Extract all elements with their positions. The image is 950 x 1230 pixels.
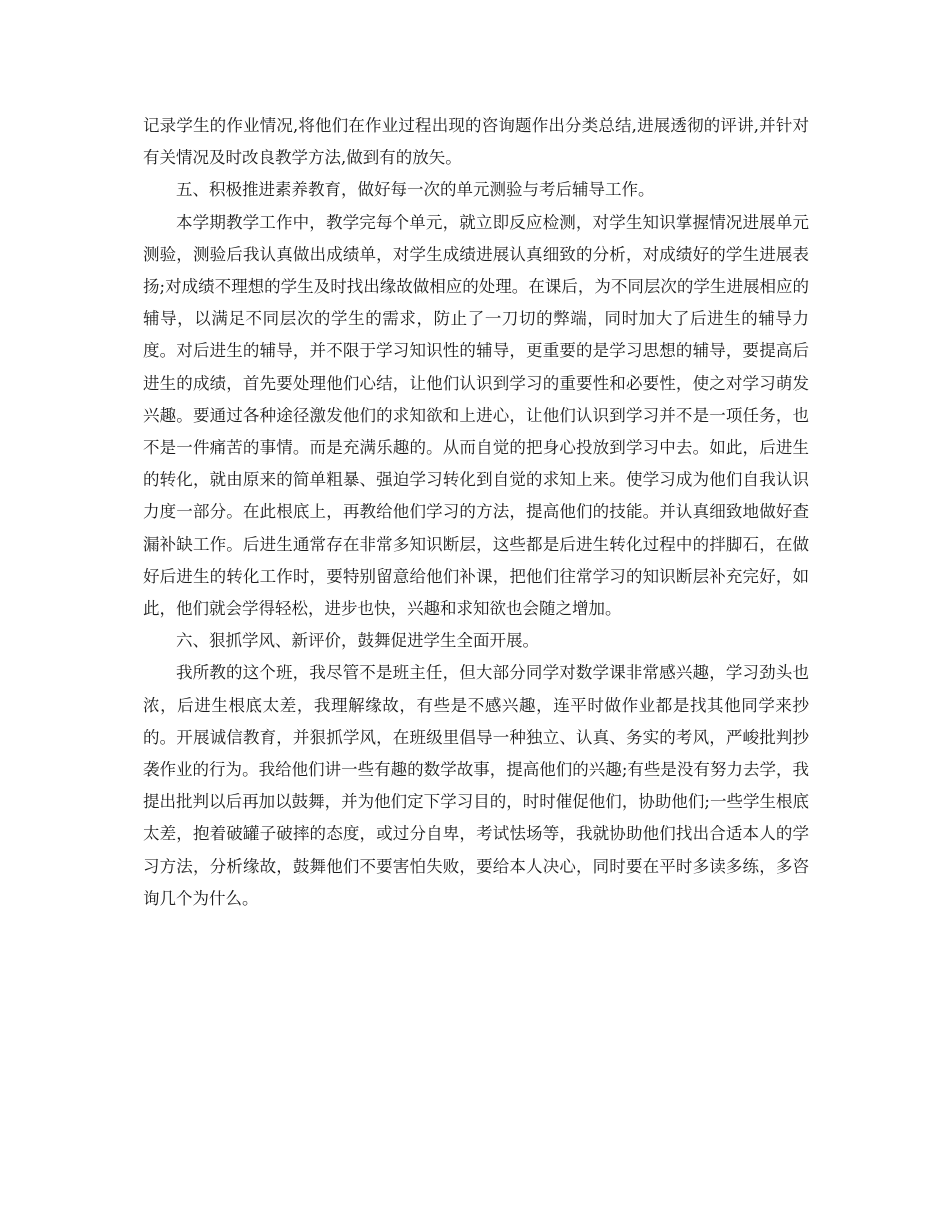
paragraph-study-habits: 我所教的这个班，我尽管不是班主任，但大部分同学对数学课非常感兴趣，学习劲头也浓，后进生根底太差，我理解缘故，有些是不感兴趣，连平时做作业都是找其他同学来抄的。开展诚信教育，并狠抓学风，在班级里倡导一种独立、认真、务实的考风，严峻批判抄袭作业的行为。我给他们讲一些有趣的数学故事，提高他们的兴趣;有些是没有努力去学，我提出批判以后再加以鼓舞，并为他们定下学习目的，时时催促他们，协助他们;一些学生根底太差，抱着破罐子破摔的态度，或过分自卑，考试怯场等，我就协助他们找出合适本人的学习方法，分析缘故，鼓舞他们不要害怕失败，要给本人决心，同时要在平时多读多练，多咨询几个为什么。 [143, 663, 809, 908]
paragraph-homework-review: 记录学生的作业情况,将他们在作业过程出现的咨询题作出分类总结,进展透彻的评讲,并针对有关情况及时改良教学方法,做到有的放矢。 [143, 116, 809, 168]
section-heading-five: 五、积极推进素养教育，做好每一次的单元测验与考后辅导工作。 [176, 180, 655, 200]
document-page [143, 110, 809, 915]
section-heading-six: 六、狠抓学风、新评价，鼓舞促进学生全面开展。 [176, 631, 539, 651]
paragraph-unit-tests: 本学期教学工作中，教学完每个单元，就立即反应检测，对学生知识掌握情况进展单元测验，测验后我认真做出成绩单，对学生成绩进展认真细致的分析，对成绩好的学生进展表扬;对成绩不理想的学生及时找出缘故做相应的处理。在课后，为不同层次的学生进展相应的辅导，以满足不同层次的学生的需求，防止了一刀切的弊端，同时加大了后进生的辅导力度。对后进生的辅导，并不限于学习知识性的辅导，更重要的是学习思想的辅导，要提高后进生的成绩，首先要处理他们心结，让他们认识到学习的重要性和必要性，使之对学习萌发兴趣。要通过各种途径激发他们的求知欲和上进心，让他们认识到学习并不是一项任务，也不是一件痛苦的事情。而是充满乐趣的。从而自觉的把身心投放到学习中去。如此，后进生的转化，就由原来的简单粗暴、强迫学习转化到自觉的求知上来。使学习成为他们自我认识力度一部分。在此根底上，再教给他们学习的方法，提高他们的技能。并认真细致地做好查漏补缺工作。后进生通常存在非常多知识断层，这些都是后进生转化过程中的拌脚石，在做好后进生的转化工作时，要特别留意给他们补课，把他们往常学习的知识断层补充完好，如此，他们就会学得轻松，进步也快，兴趣和求知欲也会随之增加。 [143, 212, 809, 619]
